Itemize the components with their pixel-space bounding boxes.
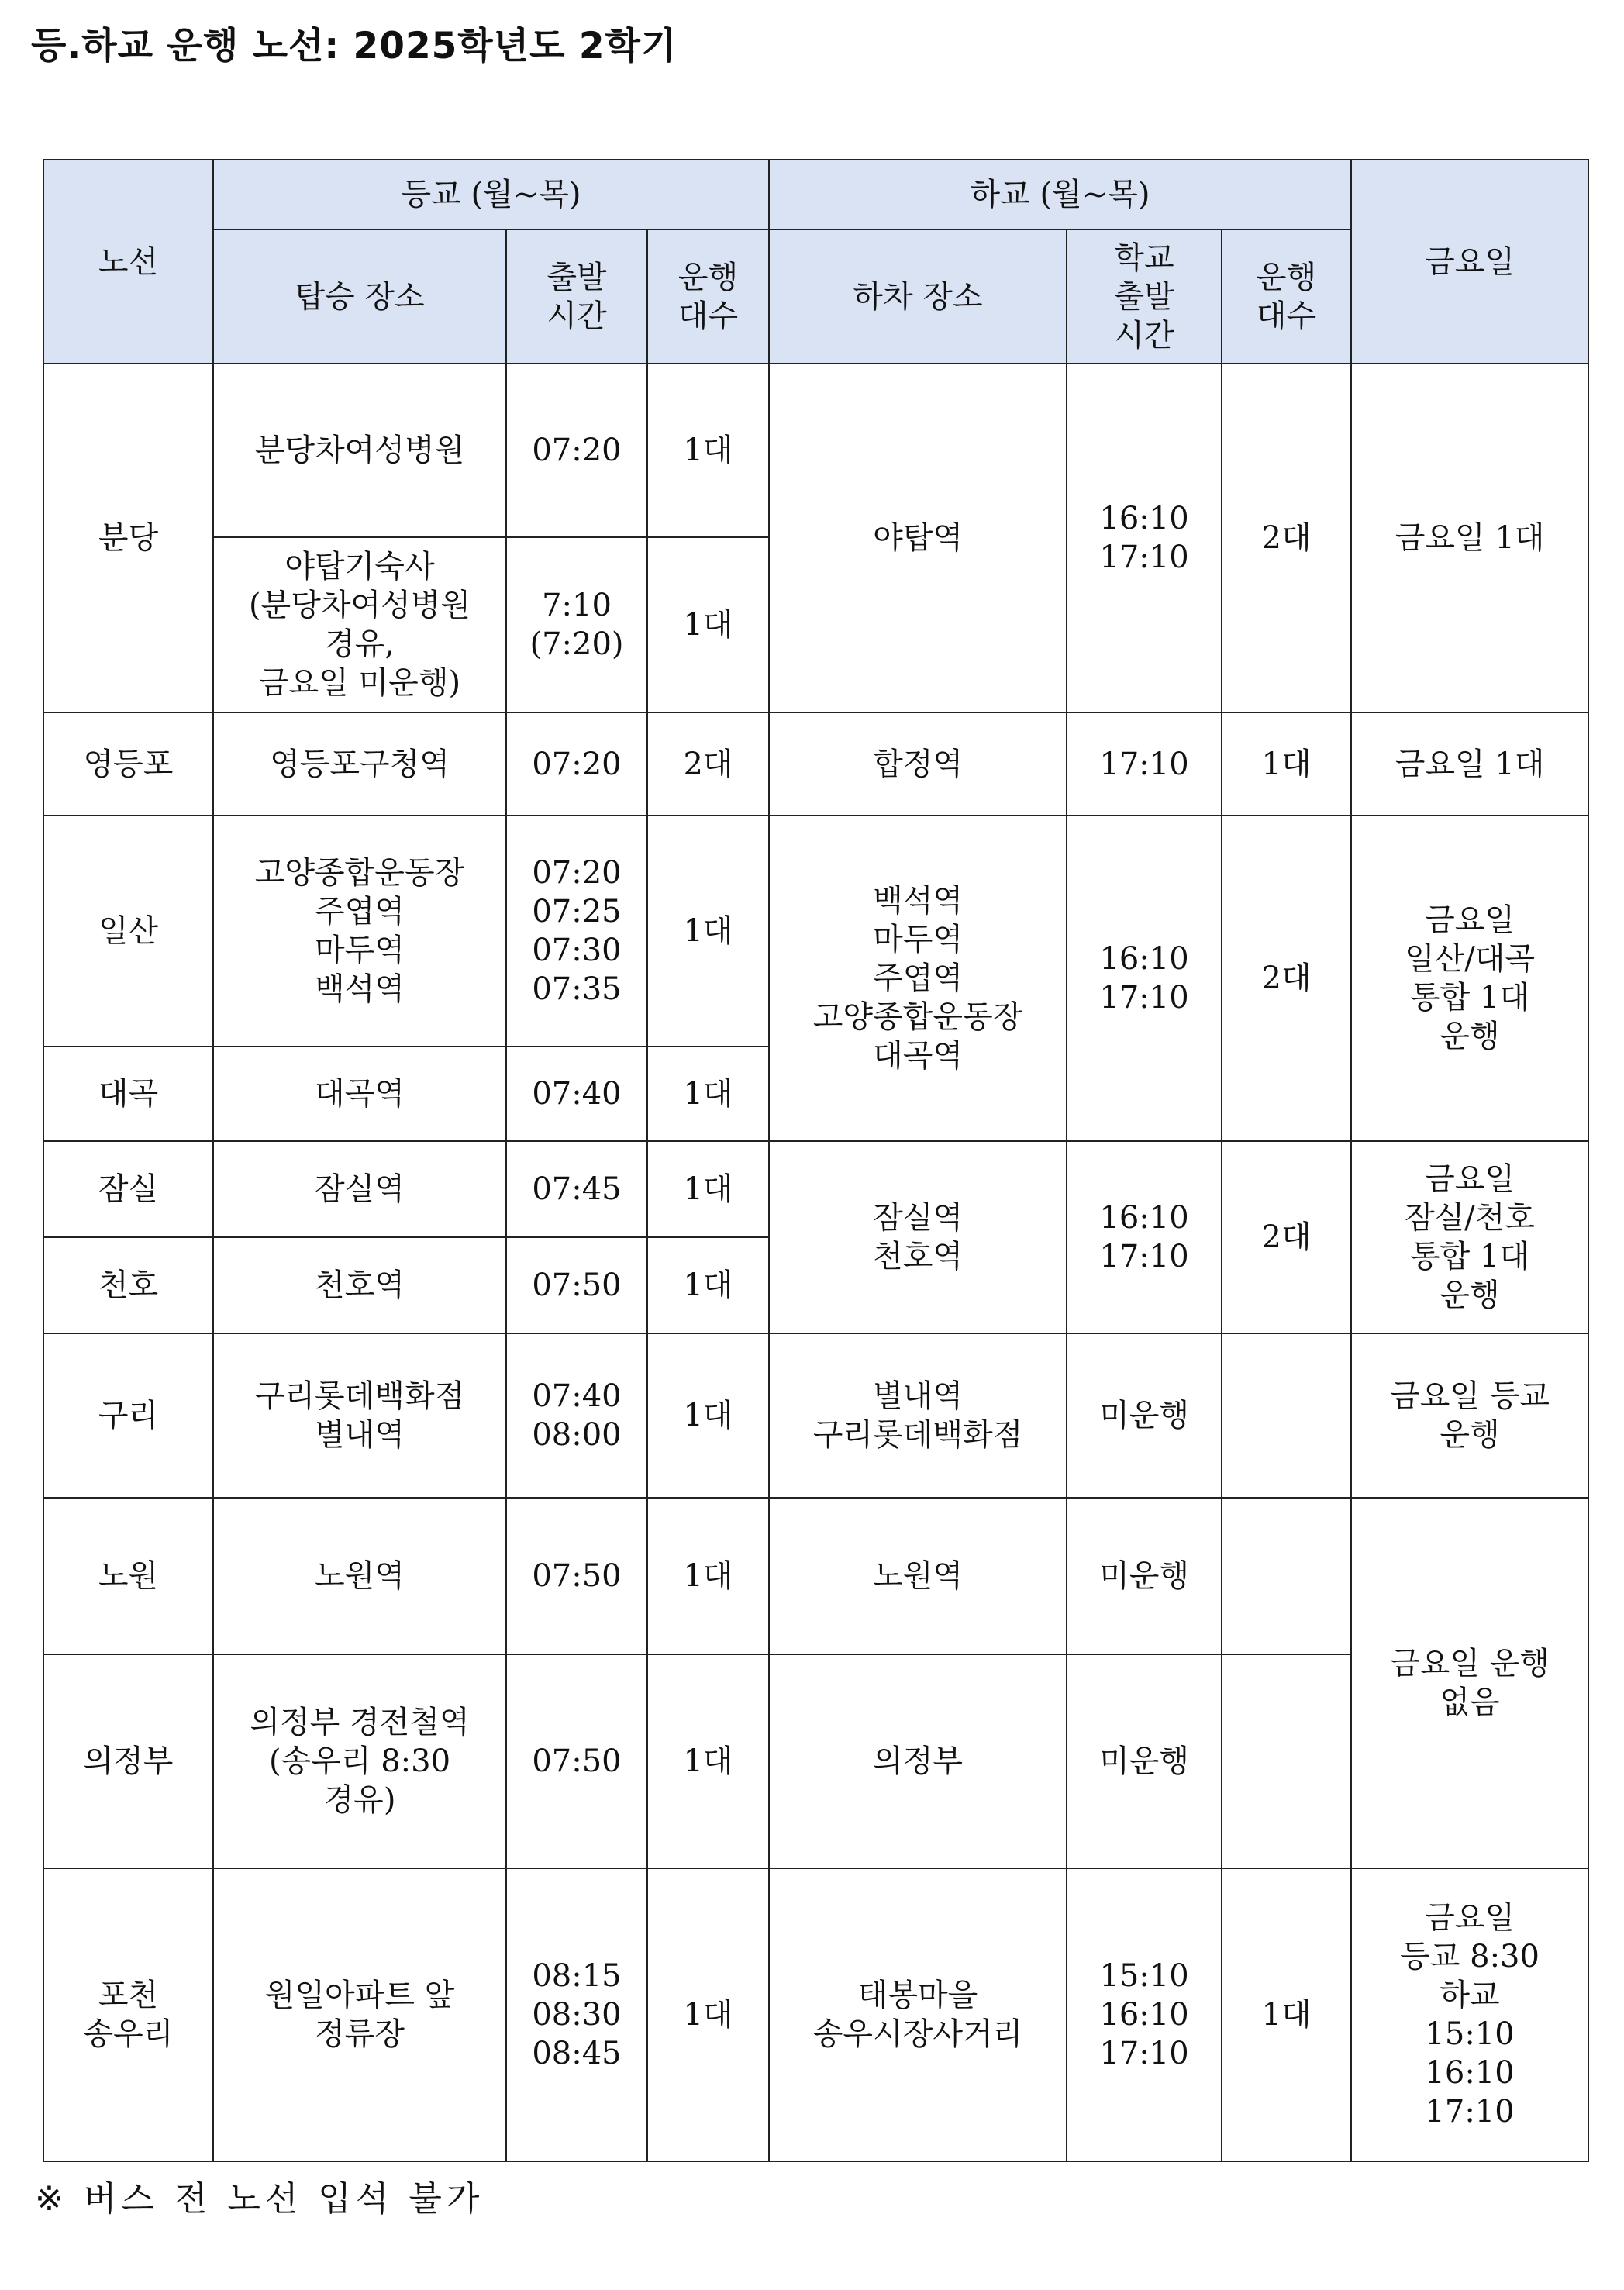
board-place: 의정부 경전철역 (송우리 8:30 경유): [213, 1654, 506, 1868]
school-depart-time: 16:10 17:10: [1067, 816, 1222, 1141]
depart-time: 07:20: [506, 712, 647, 816]
pm-bus-count: 1대: [1222, 712, 1351, 816]
depart-time: 07:50: [506, 1498, 647, 1654]
header-bus-count-pm: 운행 대수: [1222, 229, 1351, 364]
school-depart-time: 미운행: [1067, 1333, 1222, 1498]
table-row: [43, 1868, 1588, 2161]
school-depart-time: 16:10 17:10: [1067, 364, 1222, 712]
route-name: 구리: [43, 1333, 213, 1498]
depart-time: 08:15 08:30 08:45: [506, 1868, 647, 2161]
table-row: [43, 1498, 1588, 1654]
depart-time: 07:50: [506, 1237, 647, 1333]
route-name: 천호: [43, 1237, 213, 1333]
header-route: 노선: [43, 160, 213, 364]
bus-schedule-table: [43, 159, 1589, 2162]
footnote: ※ 버스 전 노선 입석 불가: [35, 2179, 484, 2219]
bus-count: 1대: [647, 1237, 769, 1333]
friday-note: 금요일 1대: [1351, 712, 1588, 816]
drop-place: 잠실역 천호역: [769, 1141, 1067, 1333]
pm-bus-count: 1대: [1222, 1868, 1351, 2161]
header-school-depart-time: 학교 출발 시간: [1067, 229, 1222, 364]
bus-count: 1대: [647, 1498, 769, 1654]
header-friday: 금요일: [1351, 160, 1588, 364]
depart-time: 07:20 07:25 07:30 07:35: [506, 816, 647, 1047]
bus-count: 1대: [647, 816, 769, 1047]
depart-time: 07:45: [506, 1141, 647, 1237]
route-name: 대곡: [43, 1047, 213, 1141]
board-place: 천호역: [213, 1237, 506, 1333]
table-row: [43, 1333, 1588, 1498]
pm-bus-count: 2대: [1222, 364, 1351, 712]
depart-time: 07:20: [506, 364, 647, 537]
drop-place: 백석역 마두역 주엽역 고양종합운동장 대곡역: [769, 816, 1067, 1141]
pm-bus-count: 2대: [1222, 1141, 1351, 1333]
table-row: [43, 364, 1588, 537]
board-place: 대곡역: [213, 1047, 506, 1141]
pm-bus-count: [1222, 1654, 1351, 1868]
header-drop-place: 하차 장소: [769, 229, 1067, 364]
friday-note: 금요일 등교 8:30 하교 15:10 16:10 17:10: [1351, 1868, 1588, 2161]
friday-note: 금요일 운행 없음: [1351, 1498, 1588, 1868]
bus-count: 1대: [647, 1141, 769, 1237]
route-name: 일산: [43, 816, 213, 1047]
bus-count: 1대: [647, 1654, 769, 1868]
header-afternoon-group: 하교 (월~목): [769, 160, 1351, 229]
board-place: 영등포구청역: [213, 712, 506, 816]
route-name: 포천 송우리: [43, 1868, 213, 2161]
bus-count: 1대: [647, 1868, 769, 2161]
table-row: [43, 712, 1588, 816]
route-name: 잠실: [43, 1141, 213, 1237]
route-name: 노원: [43, 1498, 213, 1654]
drop-place: 합정역: [769, 712, 1067, 816]
school-depart-time: 17:10: [1067, 712, 1222, 816]
depart-time: 07:50: [506, 1654, 647, 1868]
header-bus-count-am: 운행 대수: [647, 229, 769, 364]
route-name: 영등포: [43, 712, 213, 816]
pm-bus-count: 2대: [1222, 816, 1351, 1141]
drop-place: 태봉마을 송우시장사거리: [769, 1868, 1067, 2161]
drop-place: 노원역: [769, 1498, 1067, 1654]
table-row: [43, 1141, 1588, 1237]
route-name: 의정부: [43, 1654, 213, 1868]
friday-note: 금요일 1대: [1351, 364, 1588, 712]
bus-count: 1대: [647, 537, 769, 712]
header-depart-time: 출발 시간: [506, 229, 647, 364]
bus-count: 1대: [647, 364, 769, 537]
board-place: 원일아파트 앞 정류장: [213, 1868, 506, 2161]
drop-place: 의정부: [769, 1654, 1067, 1868]
friday-note: 금요일 등교 운행: [1351, 1333, 1588, 1498]
route-name: 분당: [43, 364, 213, 712]
header-board-place: 탑승 장소: [213, 229, 506, 364]
pm-bus-count: [1222, 1333, 1351, 1498]
bus-count: 1대: [647, 1333, 769, 1498]
drop-place: 별내역 구리롯데백화점: [769, 1333, 1067, 1498]
school-depart-time: 15:10 16:10 17:10: [1067, 1868, 1222, 2161]
friday-note: 금요일 잠실/천호 통합 1대 운행: [1351, 1141, 1588, 1333]
depart-time: 07:40 08:00: [506, 1333, 647, 1498]
drop-place: 야탑역: [769, 364, 1067, 712]
bus-count: 1대: [647, 1047, 769, 1141]
depart-time: 07:40: [506, 1047, 647, 1141]
board-place: 분당차여성병원: [213, 364, 506, 537]
friday-note: 금요일 일산/대곡 통합 1대 운행: [1351, 816, 1588, 1141]
school-depart-time: 16:10 17:10: [1067, 1141, 1222, 1333]
board-place: 고양종합운동장 주엽역 마두역 백석역: [213, 816, 506, 1047]
bus-count: 2대: [647, 712, 769, 816]
school-depart-time: 미운행: [1067, 1654, 1222, 1868]
board-place: 구리롯데백화점 별내역: [213, 1333, 506, 1498]
pm-bus-count: [1222, 1498, 1351, 1654]
board-place: 잠실역: [213, 1141, 506, 1237]
school-depart-time: 미운행: [1067, 1498, 1222, 1654]
board-place: 노원역: [213, 1498, 506, 1654]
table-row: [43, 816, 1588, 1047]
header-morning-group: 등교 (월~목): [213, 160, 769, 229]
depart-time: 7:10 (7:20): [506, 537, 647, 712]
page-title: 등.하교 운행 노선: 2025학년도 2학기: [31, 25, 678, 67]
board-place: 야탑기숙사 (분당차여성병원 경유, 금요일 미운행): [213, 537, 506, 712]
